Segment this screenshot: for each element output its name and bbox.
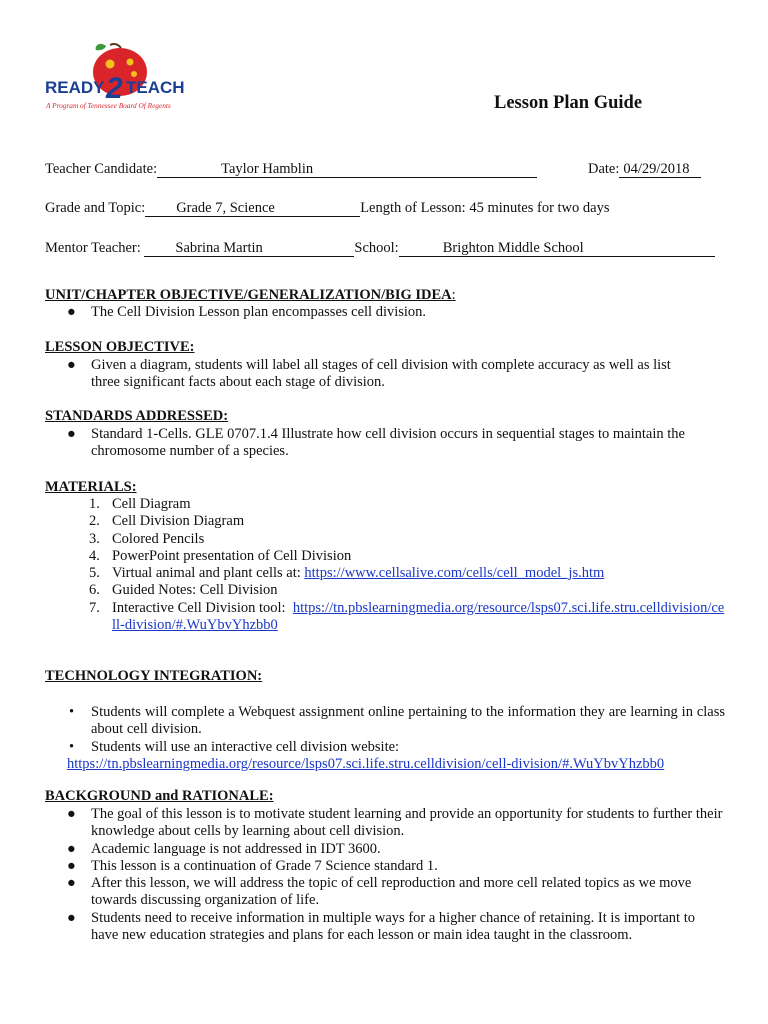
mentor-row [45,240,715,257]
length-value: 45 minutes for two days [469,200,610,216]
list-item: ● Students need to receive information in multiple ways for a higher chance of retaining. It is important to have new education strategies and plans for each lesson or main idea taught in the classroom. [67,909,695,944]
bullet-icon: ● [67,857,76,874]
background-heading: BACKGROUND and RATIONALE: [45,788,274,804]
list-item: ● The goal of this lesson is to motivate student learning and provide an opportunity for students to further their knowledge about cells by learning about cell division. [67,806,723,840]
list-item: ● This lesson is a continuation of Grade 7 Science standard 1. [67,857,438,874]
grade-field [145,201,360,217]
bullet-icon: ● [67,426,76,442]
grade-label: Grade and Topic: [45,200,146,216]
logo-numeral: 2 [106,72,123,105]
mentor-label: Mentor Teacher: [45,240,141,256]
teacher-label: Teacher Candidate: [45,161,158,177]
grade-value: Grade 7, Science [176,200,275,216]
list-item [45,756,725,773]
school-label: School: [354,240,399,256]
length-label: Length of Lesson: [360,200,466,216]
standards-list [45,426,725,461]
bullet-icon: • [69,738,75,755]
list-item: ● Academic language is not addressed in IDT 3600. [67,840,381,857]
teacher-row [45,161,537,178]
mentor-value: Sabrina Martin [175,240,263,256]
pbs-tool-link[interactable]: https://tn.pbslearningmedia.org/resource/lsps07.sci.life.stru.celldivision/cell-division/#.WuYbvYhzbb0 [112,599,725,634]
date-row [588,161,701,178]
materials-heading: MATERIALS: [45,479,137,495]
teacher-field [157,162,537,178]
grade-row [45,200,609,217]
technology-heading: TECHNOLOGY INTEGRATION: [45,668,263,684]
mentor-field [144,241,354,257]
list-item: 7. Interactive Cell Division tool: https://tn.pbslearningmedia.org/resource/lsps07.sci.life.stru.celldivision/cell-division/#.WuYbvYhzbb0 [89,599,725,634]
teacher-value: Taylor Hamblin [221,161,314,177]
list-item: 2. Cell Division Diagram [89,513,245,530]
list-item: ● Standard 1-Cells. GLE 0707.1.4 Illustrate how cell division occurs in sequential stages to maintain the chromosome number of a species. [67,426,685,460]
list-item: 5. Virtual animal and plant cells at: https://www.cellsalive.com/cells/cell_model_js.htm [89,565,605,582]
logo-tagline: A Program of Tennessee Board Of Regents [46,101,171,110]
list-item: • Students will complete a Webquest assignment online pertaining to the information they are learning in class about cell division. [69,704,725,738]
school-field [399,241,715,257]
date-value: 04/29/2018 [619,162,701,178]
logo-text-ready: READY [45,78,105,97]
bullet-icon: ● [67,357,76,373]
cellsalive-link[interactable]: https://www.cellsalive.com/cells/cell_model_js.htm [304,565,605,582]
bullet-icon: ● [67,806,76,822]
materials-list [45,496,725,634]
unit-list [45,304,725,321]
bullet-icon: • [69,704,75,720]
list-item: ● Given a diagram, students will label all stages of cell division with complete accuracy as well as list three significant facts about each stage of division. [67,357,671,391]
list-item: 1. Cell Diagram [89,496,191,512]
bullet-icon: ● [67,875,76,892]
standards-heading: STANDARDS ADDRESSED: [45,408,229,424]
list-item: ● The Cell Division Lesson plan encompasses cell division. [67,304,427,320]
objective-heading: LESSON OBJECTIVE: [45,339,195,355]
pbs-website-link[interactable]: https://tn.pbslearningmedia.org/resource/lsps07.sci.life.stru.celldivision/cell-division/#.WuYbvYhzbb0 [67,755,665,772]
unit-heading: UNIT/CHAPTER OBJECTIVE/GENERALIZATION/BIG IDEA: [45,287,456,303]
bullet-icon: ● [67,840,76,857]
bullet-icon: ● [67,909,76,926]
list-item: 3. Colored Pencils [89,530,205,547]
list-item: ● After this lesson, we will address the topic of cell reproduction and more cell related topics as we move towards discussing organization of life. [67,875,692,909]
date-label: Date: [588,161,620,177]
list-item: 6. Guided Notes: Cell Division [89,582,278,599]
ready2teach-logo [44,42,194,120]
objective-list [45,357,725,392]
background-list [45,806,725,944]
list-item: • Students will use an interactive cell division website: [69,738,400,755]
list-item: 4. PowerPoint presentation of Cell Division [89,547,352,564]
bullet-icon: ● [67,304,76,320]
logo-text-teach: TEACH [126,78,185,97]
school-value: Brighton Middle School [442,240,584,256]
page-title: Lesson Plan Guide [494,93,643,113]
technology-list [45,704,725,773]
